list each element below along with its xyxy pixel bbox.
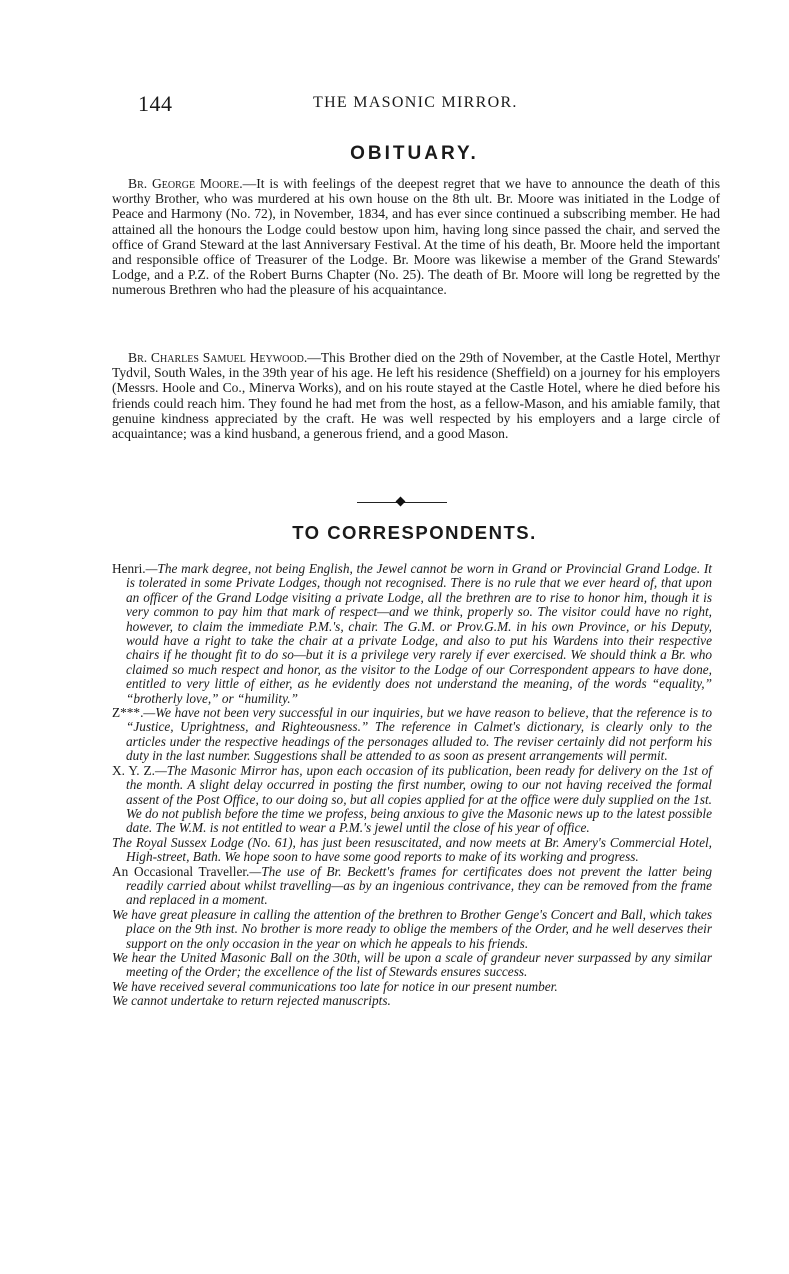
correspondent-entry xyxy=(112,562,712,706)
diamond-icon xyxy=(396,497,406,507)
correspondent-reply: —The Masonic Mirror has, upon each occasion of its publication, been ready for delivery on the 1st of the month. A slight delay occurred in posting the first number, owing to our not having received the formal assent of the Post Office, to our doing so, but all copies applied for at the office were duly supplied on the 1st. We do not publish before the time we profess, being anxious to give the Masonic news up to the latest possible date. The W.M. is not entitled to wear a P.M.'s jewel until the close of his year of office. xyxy=(126,762,712,836)
obituary-name: Br. George Moore. xyxy=(128,176,243,191)
running-head: THE MASONIC MIRROR. xyxy=(313,94,518,111)
section-divider-ornament xyxy=(357,498,447,506)
notice-text: We hear the United Masonic Ball on the 30th, will be upon a scale of grandeur never surpassed by any similar meeting of the Order; the excellence of the list of Stewards ensures success. xyxy=(112,949,712,980)
page-header xyxy=(138,91,718,115)
correspondent-name: Z***. xyxy=(112,705,144,721)
correspondent-entry xyxy=(112,706,712,764)
correspondent-entry xyxy=(112,836,712,865)
correspondent-entry xyxy=(112,764,712,836)
correspondent-notice xyxy=(112,994,712,1008)
obituary-name: Br. Charles Samuel Heywood. xyxy=(128,350,308,365)
obituary-entry xyxy=(112,176,720,298)
correspondents-list xyxy=(112,562,712,1009)
correspondent-notice xyxy=(112,980,712,994)
correspondents-heading: TO CORRESPONDENTS. xyxy=(292,522,537,543)
page-number: 144 xyxy=(138,91,173,116)
notice-text: We have received several communications too late for notice in our present number. xyxy=(112,978,558,994)
obituary-text: —This Brother died on the 29th of November, at the Castle Hotel, Merthyr Tydvil, South Wales, in the 39th year of his age. He left his residence (Sheffield) on a journey for his employers (Messrs. Hoole and Co., Minerva Works), and on his route stayed at the Castle Hotel, where he died before his friends could reach him. They found he had met from the host, as a fellow-Mason, and his amiable family, that genuine kindness appreciated by the craft. He was well respected by his employers and a large circle of acquaintance; was a kind husband, a generous friend, and a good Mason. xyxy=(112,350,720,442)
correspondent-name: An Occasional Traveller. xyxy=(112,863,250,879)
correspondent-name: The Royal Sussex Lodge (No. 61), xyxy=(112,834,296,850)
correspondent-reply: —The mark degree, not being English, the Jewel cannot be worn in Grand or Provincial Grand Lodge. It is tolerated in some Private Lodges, though not recognised. There is no rule that we ever heard of, that upon an officer of the Grand Lodge visiting a private Lodge, all the brethren are to rise to honor him, though it is very common to pay him that mark of respect—and we think, properly so. The visitor could have no right, however, to claim the immediate P.M.'s, chair. The G.M. or Prov.G.M. in his own Province, or his Deputy, would have a right to take the chair at a private Lodge, and also to put his Wardens into their respective chairs if he thought fit to do so—but it is a privilege very rarely if ever exercised. We should think a Br. who claimed so much respect and honor, as the visitor to the Lodge of our Correspondent appears to have done, entitled to very little of either, as he evidently does not understand the meaning, of the words “equality,” “brotherly love,” or “humility.” xyxy=(126,561,712,706)
notice-text: We have great pleasure in calling the attention of the brethren to Brother Genge's Concert and Ball, which takes place on the 9th inst. No brother is more ready to oblige the members of the Order, and he well deserves their support on the only occasion in the year on which he appeals to his friends. xyxy=(112,906,712,951)
correspondent-name: Henri. xyxy=(112,561,146,576)
correspondent-reply: —We have not been very successful in our inquiries, but we have reason to believe, that the reference is to “Justice, Uprightness, and Righteousness.” The reference in Calmet's dictionary, is clearly only to the articles under the respective headings of the personages alluded to. The reviser certainly did not perform his duty in the last number. Suggestions shall be attended to as soon as present arrangements will permit. xyxy=(126,705,712,764)
obituary-entry xyxy=(112,350,720,441)
correspondent-notice xyxy=(112,908,712,951)
correspondent-notice xyxy=(112,951,712,980)
correspondent-reply: —The use of Br. Beckett's frames for certificates does not prevent the latter being readily carried about whilst travelling—as by an ingenious contrivance, they can be removed from the frame and replaced in a moment. xyxy=(126,863,712,908)
correspondent-name: X. Y. Z. xyxy=(112,762,155,778)
correspondent-reply: has just been resuscitated, and now meets at Br. Amery's Commercial Hotel, High-street, Bath. We hope soon to have some good reports to make of its working and progress. xyxy=(126,834,713,865)
correspondent-entry xyxy=(112,865,712,908)
obituary-heading: OBITUARY. xyxy=(350,143,479,164)
notice-text: We cannot undertake to return rejected manuscripts. xyxy=(112,993,391,1009)
obituary-text: —It is with feelings of the deepest regret that we have to announce the death of this worthy Brother, who was murdered at his own house on the 8th ult. Br. Moore was initiated in the Lodge of Peace and Harmony (No. 72), in November, 1834, and has ever since continued a subscribing member. He had attained all the honours the Lodge could bestow upon him, having long since passed the chair, and served the office of Grand Steward at the last Anniversary Festival. At the time of his death, Br. Moore held the important and responsible office of Treasurer of the Lodge. Br. Moore was likewise a member of the Grand Stewards' Lodge, and a P.Z. of the Robert Burns Chapter (No. 25). The death of Br. Moore will long be regretted by the numerous Brethren who had the pleasure of his acquaintance. xyxy=(112,176,720,298)
